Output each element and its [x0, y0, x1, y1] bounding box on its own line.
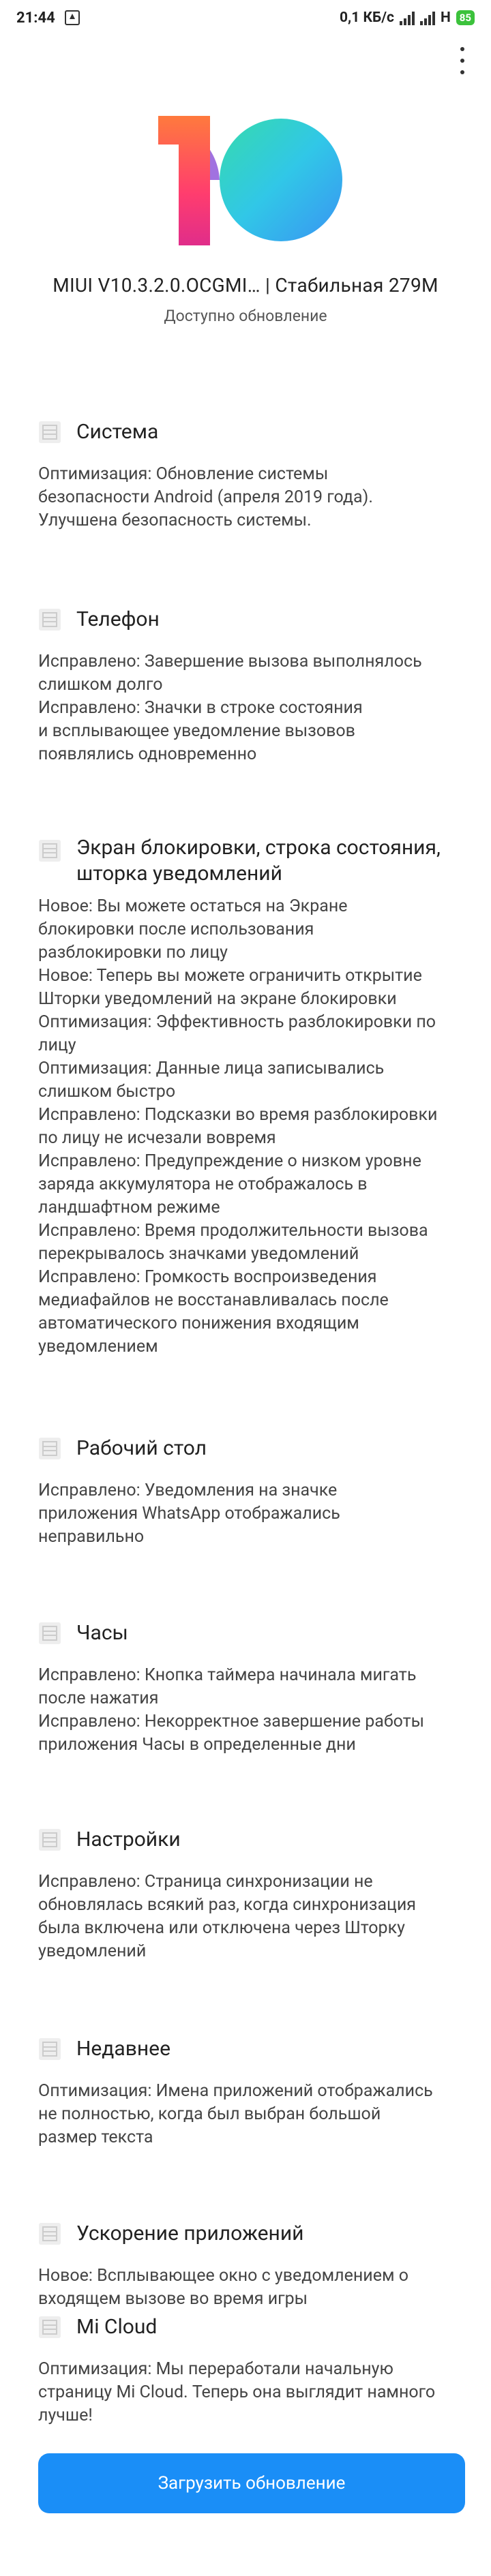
section-mi-cloud [38, 2314, 461, 2427]
section-title: Рабочий стол [76, 1436, 207, 1460]
section-title: Телефон [76, 607, 160, 631]
section-body: Новое: Вы можете остаться на Экране блокировки после использования разблокировки по лицу Новое: Теперь вы можете ограничить открытие Шторки уведомлений на экране блокировки Оптимизация: Эффективность разблокировки по лицу Оптимизация: Данные лица записывались слишком быстро Исправлено: Подсказки во время разблокировки по лицу не исчезали вовремя Исправлено: Предупреждение о низком уровне заряда аккумулятора не отображалось в ландшафтном режиме Исправлено: Время продолжительности вызова перекрывалось значками уведомлений Исправлено: Громкость воспроизведения медиафайлов не восстанавливалась после автоматического понижения входящим уведомлением [38, 896, 438, 1357]
section-icon [38, 2222, 61, 2245]
section-icon [38, 608, 61, 631]
section-icon [38, 1622, 61, 1645]
section-title: Ускорение приложений [76, 2222, 304, 2245]
section-title: Недавнее [76, 2037, 171, 2061]
section-desktop [38, 1436, 461, 1549]
update-status: Доступно обновление [164, 307, 327, 325]
status-bar [0, 0, 491, 35]
network-type: H [440, 10, 451, 26]
section-icon [38, 2316, 61, 2339]
section-body: Исправлено: Уведомления на значке приложения WhatsApp отображались неправильно [38, 1481, 340, 1547]
signal-icon [400, 10, 415, 25]
miui-10-logo [150, 109, 355, 252]
section-game-turbo [38, 2221, 461, 2311]
section-title: Экран блокировки, строка состояния, [76, 836, 441, 860]
status-time: 21:44 [16, 9, 55, 27]
signal-icon-2 [420, 10, 435, 25]
section-icon [38, 2037, 61, 2061]
battery-icon: 85 [456, 10, 475, 25]
section-icon [38, 1437, 61, 1460]
section-phone [38, 607, 461, 766]
network-speed: 0,1 КБ/с [340, 10, 394, 26]
section-body: Оптимизация: Имена приложений отображались не полностью, когда был выбран большой размер текста [38, 2081, 433, 2147]
section-icon [38, 421, 61, 444]
section-body: Оптимизация: Мы переработали начальную страницу Mi Cloud. Теперь она выглядит намного лучше! [38, 2359, 436, 2425]
section-title-line2: шторка уведомлений [76, 862, 282, 885]
section-title: Настройки [76, 1828, 181, 1851]
section-system [38, 419, 461, 532]
section-title: Часы [76, 1621, 128, 1645]
section-settings [38, 1827, 461, 1963]
section-icon [38, 1828, 61, 1851]
section-body: Исправлено: Завершение вызова выполнялось слишком долго Исправлено: Значки в строке состояния и всплывающее уведомление вызовов появлялись одновременно [38, 652, 422, 764]
build-info: | Стабильная 279M [265, 274, 438, 297]
section-lockscreen [38, 835, 461, 1359]
section-recents [38, 2036, 461, 2149]
upload-notification-icon [65, 10, 80, 25]
section-body: Исправлено: Страница синхронизации не обновлялась всякий раз, когда синхронизация была включена или отключена через Шторку уведомлений [38, 1872, 417, 1961]
version-number: MIUI V10.3.2.0.OCGMI… [53, 274, 261, 297]
more-options-button[interactable] [454, 44, 471, 78]
section-body: Новое: Всплывающее окно с уведомлением о входящем вызове во время игры [38, 2266, 408, 2309]
section-body: Исправлено: Кнопка таймера начинала мигать после нажатия Исправлено: Некорректное завершение работы приложения Часы в определенные дни [38, 1665, 425, 1755]
section-icon [38, 839, 61, 862]
version-line [0, 274, 491, 297]
section-body: Оптимизация: Обновление системы безопасности Android (апреля 2019 года). Улучшена безопасность системы. [38, 464, 373, 530]
section-title: Mi Cloud [76, 2315, 158, 2339]
section-clock [38, 1620, 461, 1757]
download-update-button[interactable]: Загрузить обновление [38, 2453, 465, 2513]
section-title: Система [76, 420, 159, 444]
